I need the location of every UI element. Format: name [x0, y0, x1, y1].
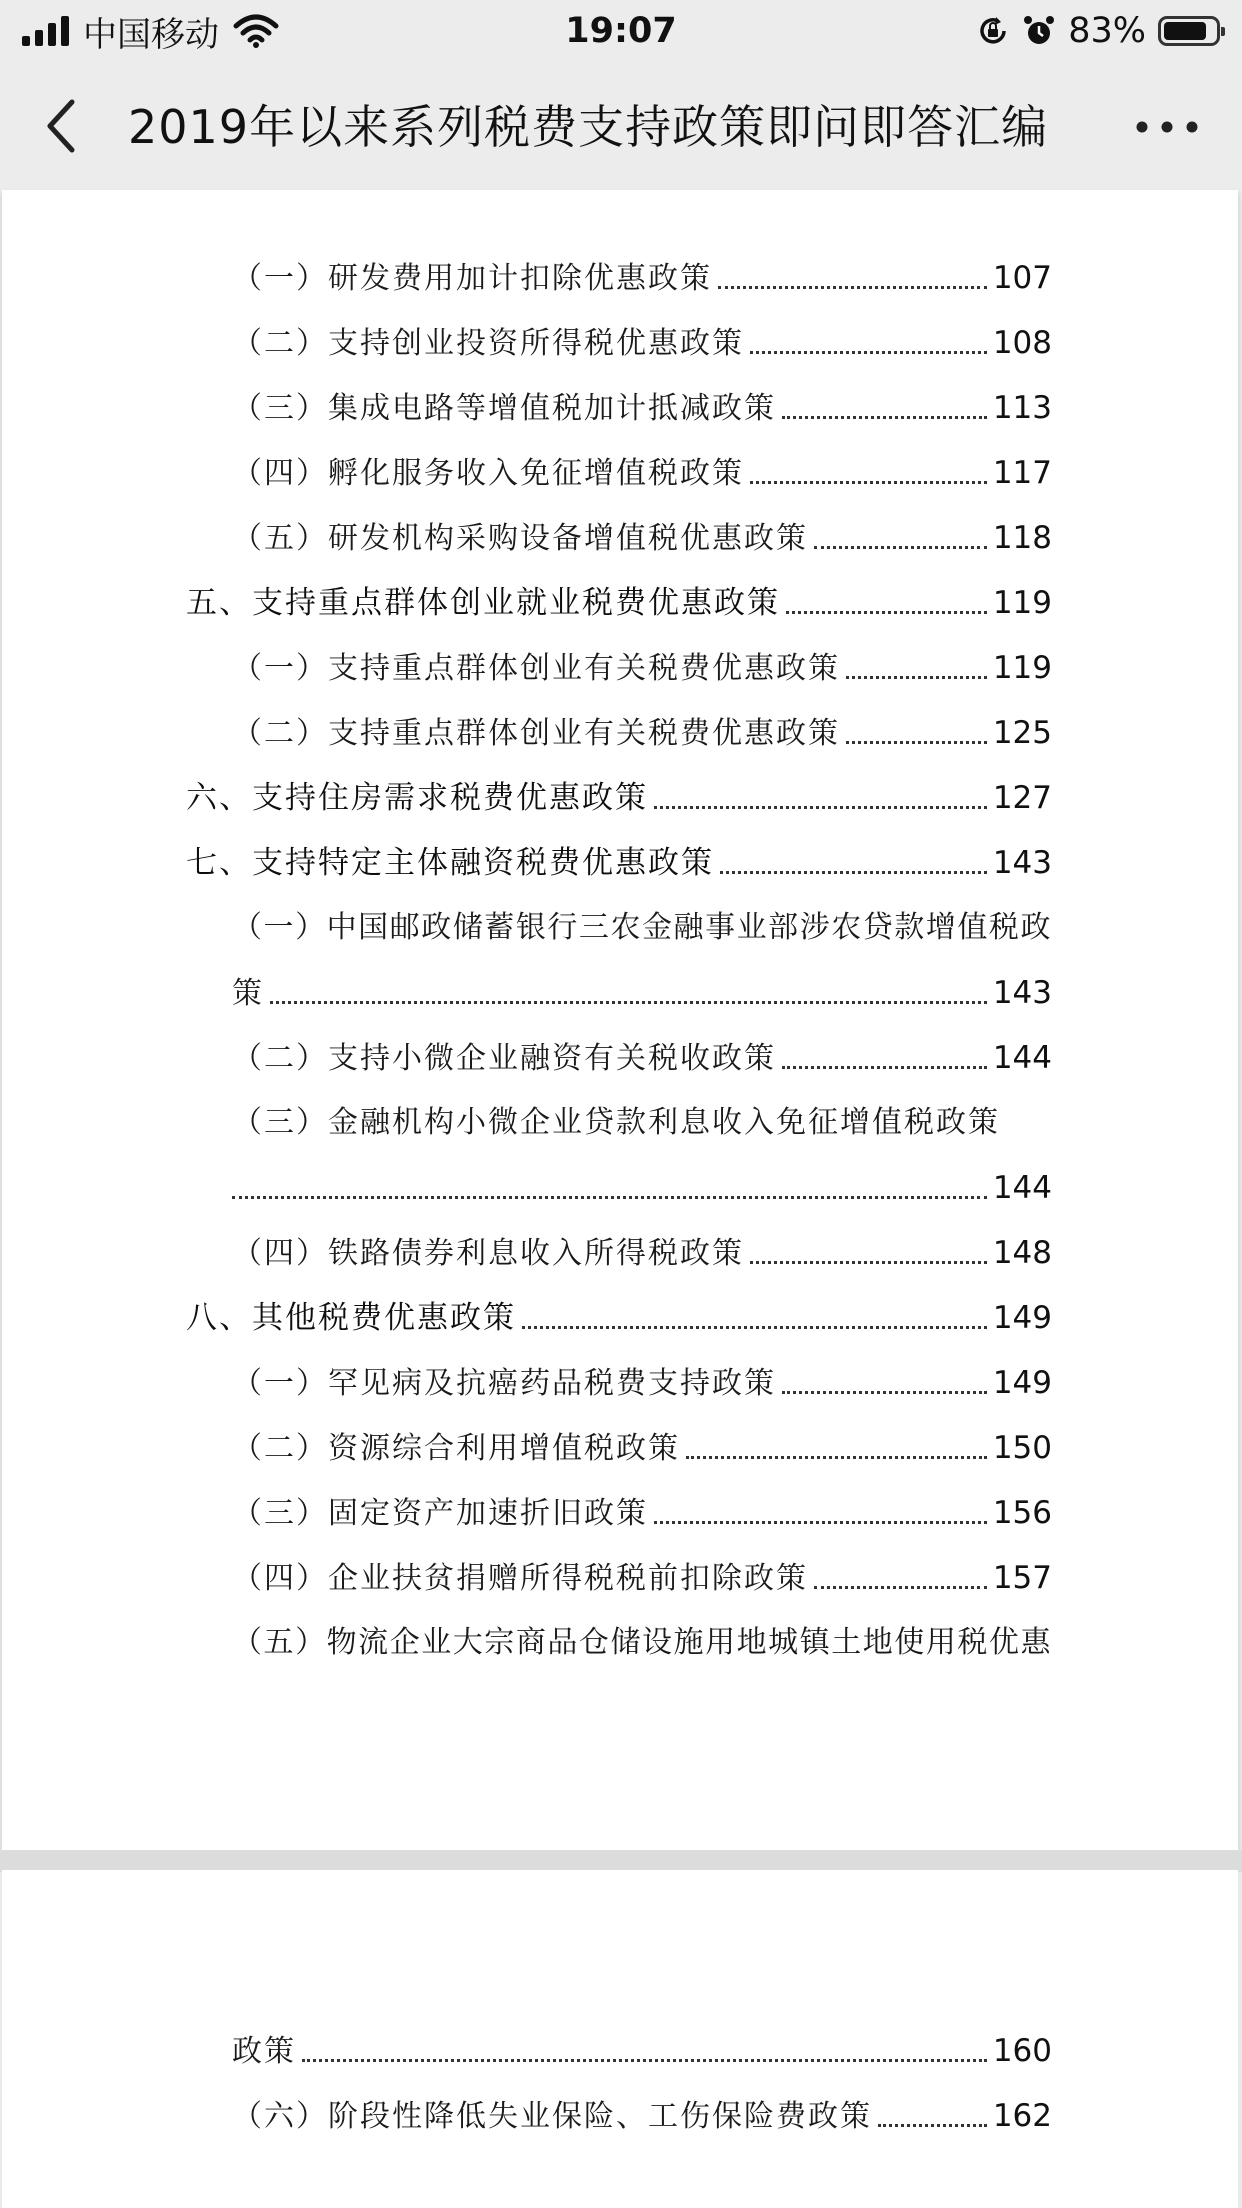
- toc-page-number: 162: [992, 2098, 1052, 2134]
- nav-bar: [0, 62, 1242, 190]
- toc-page-number: 149: [992, 1300, 1052, 1336]
- toc-leader: [878, 2122, 987, 2127]
- status-time: 19:07: [565, 11, 677, 51]
- toc-leader: [522, 1324, 987, 1329]
- toc-entry-title: 政策: [232, 2034, 296, 2069]
- toc-section-title: 七、支持特定主体融资税费优惠政策: [186, 845, 714, 881]
- toc-section[interactable]: [186, 773, 1052, 823]
- battery-fill: [1164, 22, 1206, 40]
- more-button[interactable]: [1132, 112, 1202, 142]
- toc-entry-title: （二）支持重点群体创业有关税费优惠政策: [232, 716, 840, 751]
- toc-leader: [782, 414, 987, 419]
- toc-entry[interactable]: [232, 383, 1052, 433]
- toc-entry[interactable]: [232, 318, 1052, 368]
- toc-entry[interactable]: [232, 1423, 1052, 1473]
- toc-page-number: 157: [992, 1560, 1052, 1596]
- toc-leader: [654, 804, 987, 809]
- toc-page-number: 118: [992, 520, 1052, 556]
- toc-page-number: 149: [992, 1365, 1052, 1401]
- toc-entry-title: （六）阶段性降低失业保险、工伤保险费政策: [232, 2099, 872, 2134]
- toc-entry[interactable]: [232, 1358, 1052, 1408]
- toc-entry-title: （三）金融机构小微企业贷款利息收入免征增值税政策: [232, 1105, 1000, 1140]
- toc-page-number: 144: [992, 1170, 1052, 1206]
- toc-leader: [270, 999, 987, 1004]
- toc-entry-continuation[interactable]: [232, 1163, 1052, 1213]
- toc-leader: [720, 869, 987, 874]
- toc-page-number: 117: [992, 455, 1052, 491]
- toc-section[interactable]: [186, 1293, 1052, 1343]
- toc-entry[interactable]: [232, 448, 1052, 498]
- toc-section[interactable]: [186, 578, 1052, 628]
- status-bar: [0, 0, 1242, 62]
- toc-entry-continuation[interactable]: [232, 968, 1052, 1018]
- toc-entry[interactable]: [232, 1488, 1052, 1538]
- toc-leader: [846, 674, 987, 679]
- toc-leader: [786, 609, 987, 614]
- toc-entry-continuation[interactable]: [232, 2026, 1052, 2076]
- toc-entry[interactable]: [232, 1228, 1052, 1278]
- wifi-icon: [233, 14, 279, 48]
- toc-entry-title: （四）铁路债券利息收入所得税政策: [232, 1236, 744, 1271]
- toc-entry-title: （四）孵化服务收入免征增值税政策: [232, 456, 744, 491]
- toc-page-number: 156: [992, 1495, 1052, 1531]
- toc-page-number: 113: [992, 390, 1052, 426]
- toc-entry-title: （三）集成电路等增值税加计抵减政策: [232, 391, 776, 426]
- toc-page-number: 119: [992, 585, 1052, 621]
- toc-entry[interactable]: [232, 2091, 1052, 2141]
- toc-entry-title: （五）研发机构采购设备增值税优惠政策: [232, 521, 808, 556]
- toc-page-number: 143: [992, 845, 1052, 881]
- toc-entry[interactable]: [232, 708, 1052, 758]
- toc-section-title: 五、支持重点群体创业就业税费优惠政策: [186, 585, 780, 621]
- toc-leader: [302, 2057, 987, 2062]
- toc-entry-title: （五）物流企业大宗商品仓储设施用地城镇土地使用税优惠: [232, 1625, 1052, 1660]
- toc-page-number: 148: [992, 1235, 1052, 1271]
- toc-entry[interactable]: [232, 1098, 1052, 1148]
- toc-page-number: 127: [992, 780, 1052, 816]
- toc-leader: [814, 1584, 987, 1589]
- toc-entry[interactable]: [232, 253, 1052, 303]
- back-button[interactable]: [38, 96, 88, 156]
- toc-leader: [750, 349, 987, 354]
- toc-entry-title: （一）支持重点群体创业有关税费优惠政策: [232, 651, 840, 686]
- toc-leader: [654, 1519, 987, 1524]
- toc-entry[interactable]: [232, 1033, 1052, 1083]
- toc-entry[interactable]: [232, 1618, 1052, 1668]
- toc-leader: [846, 739, 987, 744]
- toc-section[interactable]: [186, 838, 1052, 888]
- toc-page-number: 143: [992, 975, 1052, 1011]
- toc-leader: [782, 1389, 987, 1394]
- status-right: [976, 8, 1220, 54]
- toc-entry[interactable]: [232, 643, 1052, 693]
- battery-icon: [1158, 16, 1220, 46]
- toc-page-number: 119: [992, 650, 1052, 686]
- toc-entry[interactable]: [232, 1553, 1052, 1603]
- toc-page-number: 125: [992, 715, 1052, 751]
- toc-section-title: 六、支持住房需求税费优惠政策: [186, 780, 648, 816]
- battery-percent: 83%: [1068, 11, 1146, 51]
- toc-leader: [750, 1259, 987, 1264]
- toc-page-number: 108: [992, 325, 1052, 361]
- toc-page-number: 107: [992, 260, 1052, 296]
- toc-entry-title: （四）企业扶贫捐赠所得税税前扣除政策: [232, 1561, 808, 1596]
- page-title: 2019年以来系列税费支持政策即问即答汇编: [128, 100, 1049, 154]
- toc-entry-title: （一）中国邮政储蓄银行三农金融事业部涉农贷款增值税政: [232, 910, 1052, 945]
- toc-entry-title: （二）支持小微企业融资有关税收政策: [232, 1041, 776, 1076]
- toc-page-number: 150: [992, 1430, 1052, 1466]
- toc-page-number: 144: [992, 1040, 1052, 1076]
- toc-leader: [718, 284, 987, 289]
- alarm-icon: [1022, 14, 1056, 48]
- toc-entry-title: 策: [232, 976, 264, 1011]
- toc-leader: [782, 1064, 987, 1069]
- toc-entry[interactable]: [232, 903, 1052, 953]
- toc-entry-title: （一）研发费用加计扣除优惠政策: [232, 261, 712, 296]
- toc-entry[interactable]: [232, 513, 1052, 563]
- page-divider: [0, 1850, 1242, 1872]
- toc-leader: [814, 544, 987, 549]
- toc-leader: [232, 1194, 987, 1199]
- toc-entry-title: （一）罕见病及抗癌药品税费支持政策: [232, 1366, 776, 1401]
- rotation-lock-icon: [976, 14, 1010, 48]
- toc-page-number: 160: [992, 2033, 1052, 2069]
- toc-section-title: 八、其他税费优惠政策: [186, 1300, 516, 1336]
- toc-leader: [686, 1454, 987, 1459]
- toc-entry-title: （二）支持创业投资所得税优惠政策: [232, 326, 744, 361]
- carrier-name: 中国移动: [83, 14, 219, 55]
- status-left: [22, 8, 279, 54]
- signal-icon: [22, 16, 69, 46]
- toc-leader: [750, 479, 987, 484]
- toc-entry-title: （三）固定资产加速折旧政策: [232, 1496, 648, 1531]
- toc-entry-title: （二）资源综合利用增值税政策: [232, 1431, 680, 1466]
